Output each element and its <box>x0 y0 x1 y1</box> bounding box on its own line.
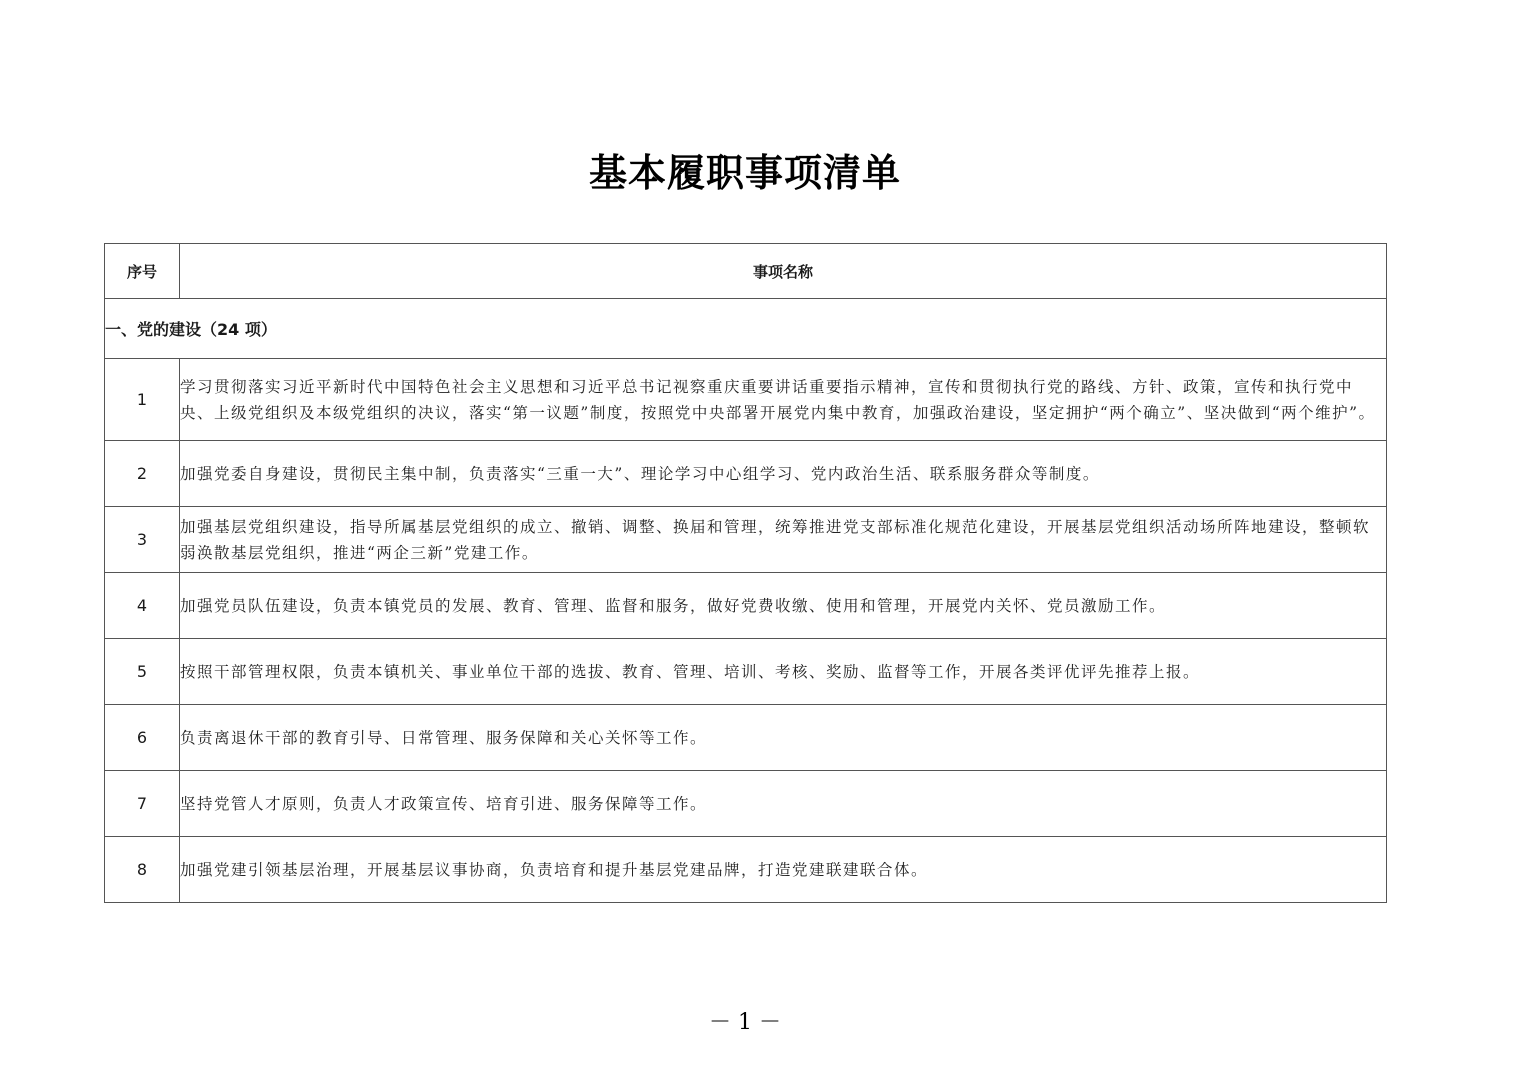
table-header-row <box>105 244 1387 299</box>
table-row <box>105 359 1387 441</box>
row-text: 加强党委自身建设，贯彻民主集中制，负责落实“三重一大”、理论学习中心组学习、党内政治生活、联系服务群众等制度。 <box>180 441 1387 507</box>
table-row <box>105 573 1387 639</box>
row-number: 3 <box>105 507 180 573</box>
column-header-number: 序号 <box>105 244 180 299</box>
table-row <box>105 705 1387 771</box>
column-header-name: 事项名称 <box>180 244 1387 299</box>
section-heading: 一、党的建设（24 项） <box>105 299 1387 359</box>
row-number: 2 <box>105 441 180 507</box>
table-row <box>105 639 1387 705</box>
page-number: － 1 － <box>709 1010 781 1035</box>
row-number: 1 <box>105 359 180 441</box>
section-row <box>105 299 1387 359</box>
row-text: 加强党员队伍建设，负责本镇党员的发展、教育、管理、监督和服务，做好党费收缴、使用和管理，开展党内关怀、党员激励工作。 <box>180 573 1387 639</box>
row-number: 7 <box>105 771 180 837</box>
row-number: 6 <box>105 705 180 771</box>
row-text: 坚持党管人才原则，负责人才政策宣传、培育引进、服务保障等工作。 <box>180 771 1387 837</box>
row-text: 加强党建引领基层治理，开展基层议事协商，负责培育和提升基层党建品牌，打造党建联建联合体。 <box>180 837 1387 903</box>
table-row <box>105 837 1387 903</box>
row-text: 负责离退休干部的教育引导、日常管理、服务保障和关心关怀等工作。 <box>180 705 1387 771</box>
row-text: 按照干部管理权限，负责本镇机关、事业单位干部的选拔、教育、管理、培训、考核、奖励、监督等工作，开展各类评优评先推荐上报。 <box>180 639 1387 705</box>
row-text: 加强基层党组织建设，指导所属基层党组织的成立、撤销、调整、换届和管理，统筹推进党支部标准化规范化建设，开展基层党组织活动场所阵地建设，整顿软弱涣散基层党组织，推进“两企三新”党建工作。 <box>180 507 1387 573</box>
row-number: 8 <box>105 837 180 903</box>
row-number: 4 <box>105 573 180 639</box>
table-row <box>105 507 1387 573</box>
duty-table <box>104 243 1387 903</box>
document-title: 基本履职事项清单 <box>588 150 901 195</box>
table-row <box>105 771 1387 837</box>
table-row <box>105 441 1387 507</box>
row-number: 5 <box>105 639 180 705</box>
row-text: 学习贯彻落实习近平新时代中国特色社会主义思想和习近平总书记视察重庆重要讲话重要指示精神，宣传和贯彻执行党的路线、方针、政策，宣传和执行党中央、上级党组织及本级党组织的决议，落实“第一议题”制度，按照党中央部署开展党内集中教育，加强政治建设，坚定拥护“两个确立”、坚决做到“两个维护”。 <box>180 359 1387 441</box>
